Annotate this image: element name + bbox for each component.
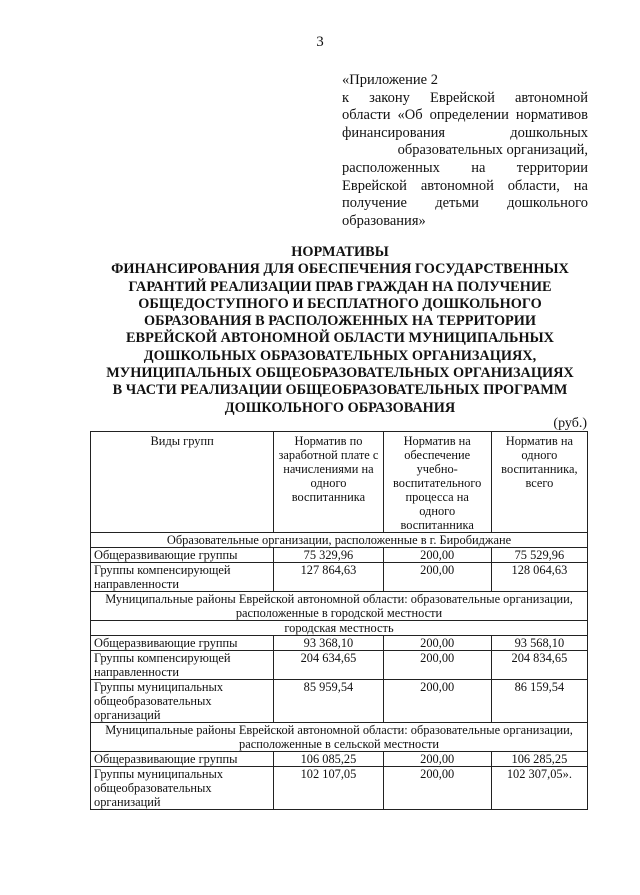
- salary-value: 204 634,65: [274, 651, 383, 680]
- title-line: МУНИЦИПАЛЬНЫХ ОБЩЕОБРАЗОВАТЕЛЬНЫХ ОРГАНИЗАЦИЯХ: [106, 365, 574, 382]
- process-value: 200,00: [383, 767, 491, 810]
- section-row: [91, 621, 588, 636]
- header-salary: Норматив по заработной плате с начислениями на одного воспитанника: [274, 432, 383, 533]
- table-row: [91, 767, 588, 810]
- section-row: [91, 592, 588, 621]
- header-process: Норматив на обеспечение учебно-воспитательного процесса на одного воспитанника: [383, 432, 491, 533]
- process-value: 200,00: [383, 752, 491, 767]
- title-line: НОРМАТИВЫ: [291, 244, 389, 260]
- process-value: 200,00: [383, 651, 491, 680]
- table-row: [91, 548, 588, 563]
- appendix-line: области «Об определении нормативов: [342, 107, 588, 124]
- section-row: [91, 723, 588, 752]
- table-row: [91, 651, 588, 680]
- group-name: Группы муниципальных общеобразовательных организаций: [91, 680, 274, 723]
- total-value: 204 834,65: [491, 651, 587, 680]
- appendix-block: [342, 72, 588, 230]
- salary-value: 102 107,05: [274, 767, 383, 810]
- title-line: ДОШКОЛЬНЫХ ОБРАЗОВАТЕЛЬНЫХ ОРГАНИЗАЦИЯХ,: [143, 347, 537, 364]
- group-name: Группы компенсирующей направленности: [91, 563, 274, 592]
- appendix-line: образования»: [342, 212, 426, 229]
- table-header-row: [91, 432, 588, 533]
- process-value: 200,00: [383, 563, 491, 592]
- appendix-line: расположенных на территории: [342, 159, 588, 176]
- salary-value: 75 329,96: [274, 548, 383, 563]
- page-number: 3: [316, 34, 324, 50]
- unit-label: (руб.): [553, 416, 587, 431]
- total-value: 93 568,10: [491, 636, 587, 651]
- group-name: Общеразвивающие группы: [91, 752, 274, 767]
- total-value: 102 307,05».: [491, 767, 587, 810]
- title-line: ОБРАЗОВАНИЯ В РАСПОЛОЖЕННЫХ НА ТЕРРИТОРИИ: [143, 313, 537, 330]
- salary-value: 106 085,25: [274, 752, 383, 767]
- table-row: [91, 636, 588, 651]
- process-value: 200,00: [383, 680, 491, 723]
- header-total: Норматив на одного воспитанника, всего: [491, 432, 587, 533]
- group-name: Общеразвивающие группы: [91, 548, 274, 563]
- total-value: 75 529,96: [491, 548, 587, 563]
- section-row: [91, 533, 588, 548]
- appendix-line: финансирования дошкольных: [342, 124, 588, 141]
- section-urban-sub: городская местность: [91, 621, 588, 636]
- section-rural: Муниципальные районы Еврейской автономной области: образовательные организации, расположенные в сельской местности: [91, 723, 588, 752]
- section-urban: Муниципальные районы Еврейской автономной области: образовательные организации, расположенные в городской местности: [91, 592, 588, 621]
- table-row: [91, 752, 588, 767]
- total-value: 106 285,25: [491, 752, 587, 767]
- title-line: ФИНАНСИРОВАНИЯ ДЛЯ ОБЕСПЕЧЕНИЯ ГОСУДАРСТВЕННЫХ: [111, 261, 569, 278]
- header-group-type: Виды групп: [91, 432, 274, 533]
- title-line: ЕВРЕЙСКОЙ АВТОНОМНОЙ ОБЛАСТИ МУНИЦИПАЛЬНЫХ: [126, 330, 554, 347]
- salary-value: 127 864,63: [274, 563, 383, 592]
- total-value: 128 064,63: [491, 563, 587, 592]
- appendix-line: Еврейской автономной области, на: [342, 177, 588, 194]
- table-row: [91, 563, 588, 592]
- appendix-line: «Приложение 2: [342, 72, 438, 88]
- appendix-line: образовательных организаций,: [397, 142, 588, 159]
- process-value: 200,00: [383, 636, 491, 651]
- salary-value: 85 959,54: [274, 680, 383, 723]
- process-value: 200,00: [383, 548, 491, 563]
- appendix-line: к закону Еврейской автономной: [342, 89, 588, 106]
- table-row: [91, 680, 588, 723]
- total-value: 86 159,54: [491, 680, 587, 723]
- group-name: Группы компенсирующей направленности: [91, 651, 274, 680]
- group-name: Группы муниципальных общеобразовательных организаций: [91, 767, 274, 810]
- norms-table: [90, 431, 588, 810]
- title-line: В ЧАСТИ РЕАЛИЗАЦИИ ОБЩЕОБРАЗОВАТЕЛЬНЫХ ПРОГРАММ: [112, 382, 568, 399]
- salary-value: 93 368,10: [274, 636, 383, 651]
- section-birobidzhan: Образовательные организации, расположенные в г. Биробиджане: [91, 533, 588, 548]
- title-line: ДОШКОЛЬНОГО ОБРАЗОВАНИЯ: [224, 399, 456, 416]
- group-name: Общеразвивающие группы: [91, 636, 274, 651]
- appendix-line: получение детьми дошкольного: [342, 195, 588, 212]
- document-title: [80, 244, 600, 417]
- title-line: ОБЩЕДОСТУПНОГО И БЕСПЛАТНОГО ДОШКОЛЬНОГО: [138, 295, 542, 312]
- title-line: ГАРАНТИЙ РЕАЛИЗАЦИИ ПРАВ ГРАЖДАН НА ПОЛУЧЕНИЕ: [128, 278, 552, 295]
